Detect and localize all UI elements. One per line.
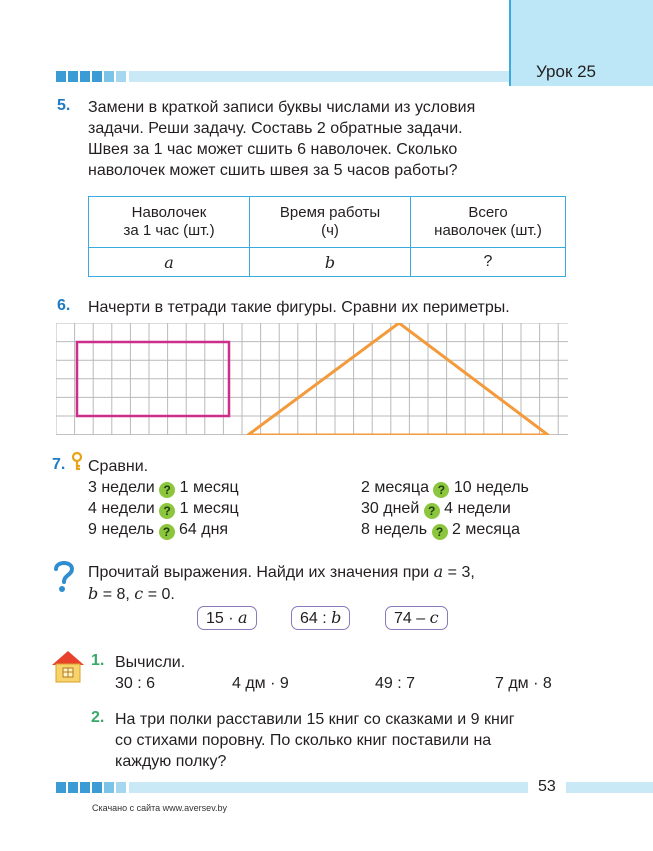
question-icon: ? (159, 503, 175, 519)
task5-text: Замени в краткой записи буквы числами из условия задачи. Реши задачу. Составь 2 обратные задачи. Швея за 1 час может сшить 6 наволочек. Сколько наволочек может сшить швея за 5 часов работы? (88, 99, 476, 179)
hw1-item: 30 : 6 (115, 675, 156, 692)
source-note: Скачано с сайта www.aversev.by (92, 803, 228, 813)
compare-row: 8 недель ? 2 месяца (361, 521, 520, 539)
grid-figure (56, 323, 568, 435)
task5-number: 5. (57, 97, 71, 114)
hw1-item: 49 : 7 (375, 675, 416, 692)
compare-row: 4 недели ? 1 месяц (88, 500, 239, 518)
hw1-title: Вычисли. (115, 654, 186, 671)
footer-bar-right (566, 782, 653, 793)
compare-row: 30 дней ? 4 недели (361, 500, 511, 518)
compare-row: 9 недель ? 64 дня (88, 521, 229, 539)
lesson-title: Урок 25 (536, 62, 597, 81)
table-header-cell: Всего наволочек (шт.) (411, 197, 566, 248)
footer-bar (129, 782, 528, 793)
hw1-number: 1. (91, 652, 105, 669)
compare-row: 3 недели ? 1 месяц (88, 479, 239, 497)
task7-title: Сравни. (88, 458, 149, 475)
table-cell: a (89, 248, 250, 277)
house-icon (49, 647, 87, 685)
hw1-item: 4 дм · 9 (232, 675, 289, 692)
task6-number: 6. (57, 297, 71, 314)
table-cell: ? (411, 248, 566, 277)
page-number: 53 (538, 778, 556, 795)
question-icon: ? (433, 482, 449, 498)
question-icon: ? (159, 524, 175, 540)
question-mark-icon (52, 560, 76, 594)
question-icon: ? (159, 482, 175, 498)
compare-left (88, 477, 239, 540)
expression-box: 15 · a (197, 606, 257, 630)
hw2-number: 2. (91, 709, 105, 726)
key-icon (70, 452, 84, 472)
header-bar (129, 71, 509, 82)
task5-table (88, 196, 566, 277)
compare-right (361, 477, 529, 540)
table-cell: b (250, 248, 411, 277)
table-header-cell: Время работы (ч) (250, 197, 411, 248)
task7-number: 7. (52, 456, 66, 473)
hw1-item: 7 дм · 8 (495, 675, 552, 692)
question-task-text: Прочитай выражения. Найди их значения при a = 3, b = 8, c = 0. (88, 562, 475, 603)
task6-text: Начерти в тетради такие фигуры. Сравни их периметры. (88, 299, 510, 316)
question-icon: ? (432, 524, 448, 540)
expression-box: 74 – c (385, 606, 448, 630)
expression-box: 64 : b (291, 606, 350, 630)
question-icon: ? (424, 503, 440, 519)
table-header-cell: Наволочек за 1 час (шт.) (89, 197, 250, 248)
hw2-text: На три полки расставили 15 книг со сказками и 9 книг со стихами поровну. По сколько книг поставили на каждую полку? (115, 711, 515, 770)
compare-row: 2 месяца ? 10 недель (361, 479, 529, 497)
